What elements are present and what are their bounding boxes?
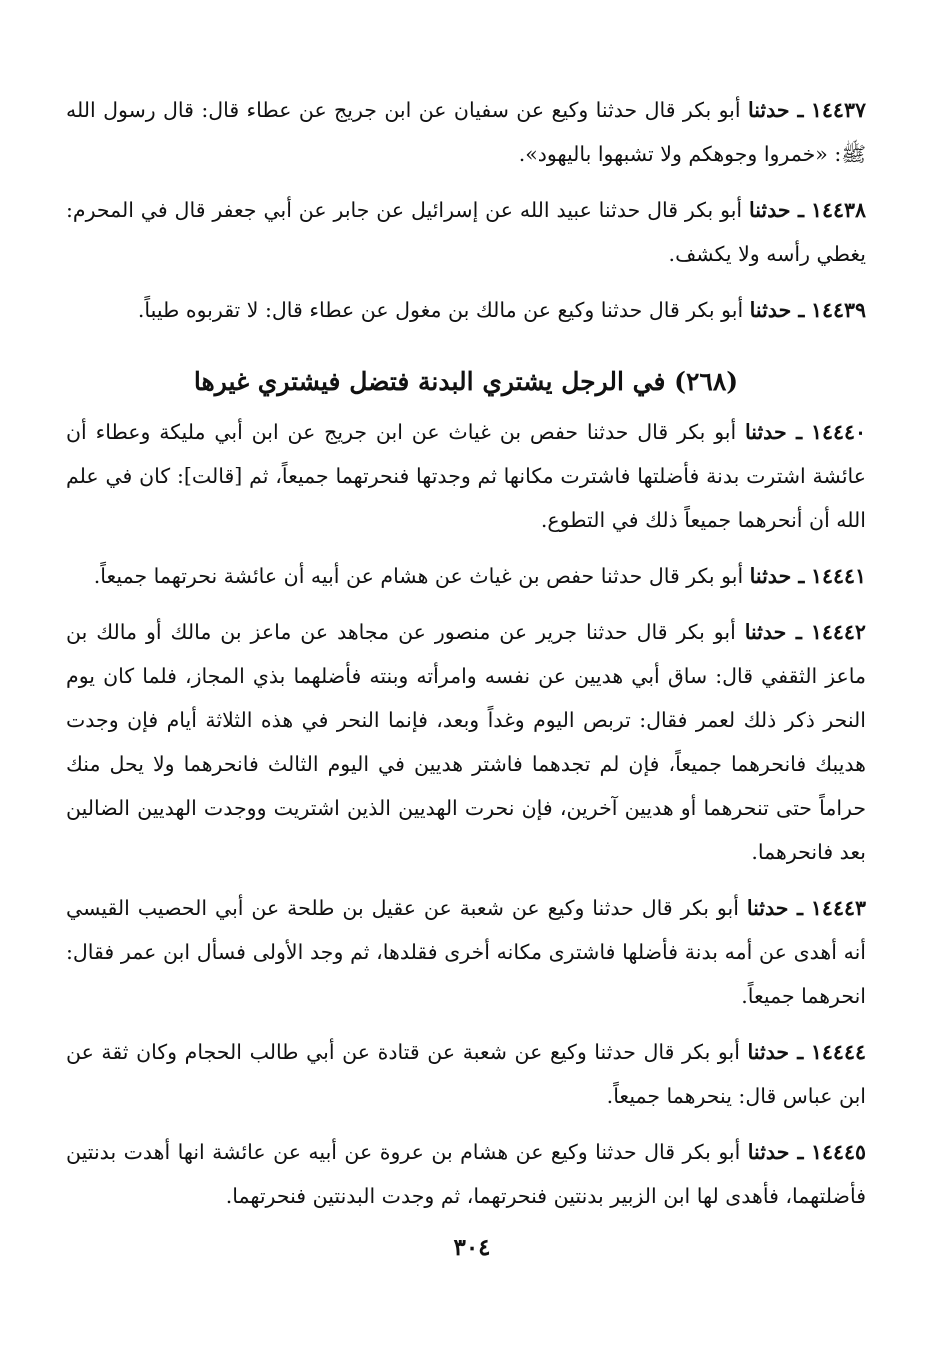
hadith-number: ١٤٤٤٢ [810,620,866,644]
hadith-body: أبو بكر قال حدثنا جرير عن منصور عن مجاهد عن ماعز بن مالك أو مالك بن ماعز الثقفي قال: ساق أبي هديين عن نفسه وامرأته وبنته فأضلهما بذي المجاز، فلما كان يوم النحر ذكر ذلك لعمر فقال: تربص اليوم وغداً وبعد، فإنما النحر في هذه الثلاثة أيام فإن وجدت هديبك فانحرهما جميعاً، فإن لم تجدهما فاشتر هديين في اليوم الثالث فانحرهما ولا يحل منك حراماً حتى تنحرهما أو هديين آخرين، فإن نحرت الهديين الذين اشتريت ووجدت الهديين الضالين بعد فانحرهما. [66,620,866,864]
hadith-head: حدثنا [749,298,792,322]
hadith-head: حدثنا [745,420,787,444]
hadith-body: أبو بكر قال حدثنا حفص بن غياث عن ابن جريج عن ابن أبي مليكة وعطاء أن عائشة اشترت بدنة فأضلتها فاشترت مكانها ثم وجدتها فنحرتهما جميعاً، ثم [قالت]: كان في علم الله أن أنحرهما جميعاً ذلك في التطوع. [66,420,866,532]
page-text-block [66,88,866,1230]
hadith-14445: ١٤٤٤٥ ـ حدثنا أبو بكر قال حدثنا وكيع عن هشام بن عروة عن أبيه عن عائشة انها أهدت بدنتين فأضلتهما، فأهدى لها ابن الزبير بدنتين فنحرتهما، ثم وجدت البدنتين فنحرتهما. [66,1140,866,1208]
hadith-number: ١٤٤٣٧ [810,98,866,122]
hadith-14442: ١٤٤٤٢ ـ حدثنا أبو بكر قال حدثنا جرير عن منصور عن مجاهد عن ماعز بن مالك أو مالك بن ماعز الثقفي قال: ساق أبي هديين عن نفسه وامرأته وبنته فأضلهما بذي المجاز، فلما كان يوم النحر ذكر ذلك لعمر فقال: تربص اليوم وغداً وبعد، فإنما النحر في هذه الثلاثة أيام فإن وجدت هديبك فانحرهما جميعاً، فإن لم تجدهما فاشتر هديين في اليوم الثالث فانحرهما ولا يحل منك حراماً حتى تنحرهما أو هديين آخرين، فإن نحرت الهديين الذين اشتريت ووجدت الهديين الضالين بعد فانحرهما. [66,620,866,864]
hadith-head: حدثنا [748,198,791,222]
hadith-number: ١٤٤٣٨ [810,198,866,222]
hadith-head: حدثنا [749,564,792,588]
chapter-title: (٢٦٨) في الرجل يشتري البدنة فتضل فيشتري غيرها [193,367,739,396]
hadith-14439: ١٤٤٣٩ ـ حدثنا أبو بكر قال حدثنا وكيع عن مالك بن مغول عن عطاء قال: لا تقربوه طيباً. [137,298,866,322]
hadith-number: ١٤٤٤٤ [810,1040,866,1064]
hadith-number: ١٤٤٤٣ [810,896,866,920]
hadith-14438: ١٤٤٣٨ ـ حدثنا أبو بكر قال حدثنا عبيد الله عن إسرائيل عن جابر عن أبي جعفر قال في المحرم: يغطي رأسه ولا يكشف. [66,198,866,266]
hadith-number: ١٤٤٤١ [810,564,866,588]
page-number: ٣٠٤ [453,1234,491,1261]
hadith-head: حدثنا [747,1140,790,1164]
hadith-body: أبو بكر قال حدثنا عبيد الله عن إسرائيل عن جابر عن أبي جعفر قال في المحرم: يغطي رأسه ولا يكشف. [66,198,866,266]
hadith-body: أبو بكر قال حدثنا وكيع عن شعبة عن عقيل بن طلحة عن أبي الحصيب القيسي أنه أهدى عن أمه بدنة فأضلها فاشترى مكانه أخرى فقلدها، ثم وجد الأولى فسأل ابن عمر فقال: انحرهما جميعاً. [66,896,866,1008]
hadith-number: ١٤٤٣٩ [810,298,866,322]
hadith-14440: ١٤٤٤٠ ـ حدثنا أبو بكر قال حدثنا حفص بن غياث عن ابن جريج عن ابن أبي مليكة وعطاء أن عائشة اشترت بدنة فأضلتها فاشترت مكانها ثم وجدتها فنحرتهما جميعاً، ثم [قالت]: كان في علم الله أن أنحرهما جميعاً ذلك في التطوع. [66,420,866,532]
hadith-number: ١٤٤٤٠ [810,420,866,444]
hadith-14441: ١٤٤٤١ ـ حدثنا أبو بكر قال حدثنا حفص بن غياث عن هشام عن أبيه أن عائشة نحرتهما جميعاً. [93,564,866,588]
hadith-14444: ١٤٤٤٤ ـ حدثنا أبو بكر قال حدثنا وكيع عن شعبة عن قتادة عن أبي طالب الحجام وكان ثقة عن ابن عباس قال: ينحرهما جميعاً. [66,1040,866,1108]
hadith-body: أبو بكر قال حدثنا وكيع عن سفيان عن ابن جريج عن عطاء قال: قال رسول الله ﷺ: «خمروا وجوهكم ولا تشبهوا باليهود». [66,98,866,166]
hadith-number: ١٤٤٤٥ [810,1140,866,1164]
hadith-body: أبو بكر قال حدثنا وكيع عن مالك بن مغول عن عطاء قال: لا تقربوه طيباً. [137,298,744,322]
hadith-body: أبو بكر قال حدثنا حفص بن غياث عن هشام عن أبيه أن عائشة نحرتهما جميعاً. [93,564,744,588]
hadith-14437: ١٤٤٣٧ ـ حدثنا أبو بكر قال حدثنا وكيع عن سفيان عن ابن جريج عن عطاء قال: قال رسول الله ﷺ: «خمروا وجوهكم ولا تشبهوا باليهود». [66,98,866,166]
hadith-head: حدثنا [744,620,787,644]
hadith-14443: ١٤٤٤٣ ـ حدثنا أبو بكر قال حدثنا وكيع عن شعبة عن عقيل بن طلحة عن أبي الحصيب القيسي أنه أهدى عن أمه بدنة فأضلها فاشترى مكانه أخرى فقلدها، ثم وجد الأولى فسأل ابن عمر فقال: انحرهما جميعاً. [66,896,866,1008]
hadith-head: حدثنا [747,1040,790,1064]
hadith-body: أبو بكر قال حدثنا وكيع عن هشام بن عروة عن أبيه عن عائشة انها أهدت بدنتين فأضلتهما، فأهدى لها ابن الزبير بدنتين فنحرتهما، ثم وجدت البدنتين فنحرتهما. [66,1140,866,1208]
hadith-head: حدثنا [747,98,790,122]
hadith-body: أبو بكر قال حدثنا وكيع عن شعبة عن قتادة عن أبي طالب الحجام وكان ثقة عن ابن عباس قال: ينحرهما جميعاً. [66,1040,866,1108]
hadith-head: حدثنا [746,896,789,920]
